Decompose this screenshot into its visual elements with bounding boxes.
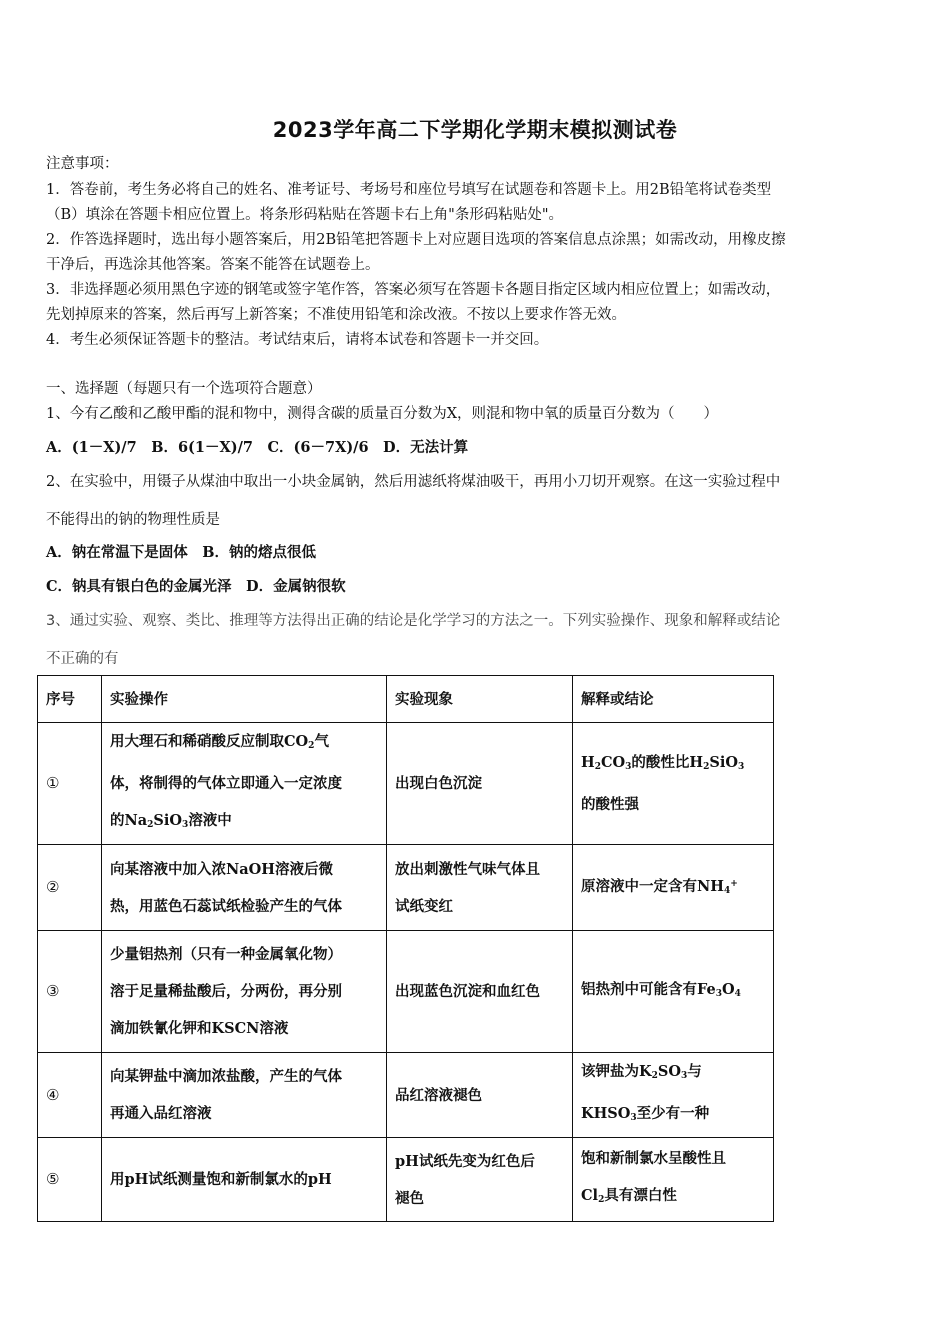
phenomenon-cell: 出现白色沉淀 (387, 723, 573, 845)
table-row (38, 723, 774, 845)
header-cell: 实验现象 (387, 676, 573, 723)
question-2-options: A．钠在常温下是固体 B．钠的熔点很低 (46, 544, 317, 561)
phenomenon-cell: 品红溶液褪色 (387, 1053, 573, 1138)
page-title: 2023学年高二下学期化学期末模拟测试卷 (272, 118, 678, 142)
phenomenon-cell: 放出刺激性气味气体且 试纸变红 (387, 845, 573, 931)
notice-line: 4．考生必须保证答题卡的整洁。考试结束后，请将本试卷和答题卡一并交回。 (46, 332, 549, 348)
row-number: ② (38, 845, 102, 931)
question-1-stem: 1、今有乙酸和乙酸甲酯的混和物中，测得含碳的质量百分数为X，则混和物中氧的质量百分数为（ ） (46, 406, 719, 422)
header-cell: 序号 (38, 676, 102, 723)
table-row (38, 931, 774, 1053)
conclusion-cell: 该钾盐为$K_2SO_3$与 $KHSO_3$至少有一种 (573, 1053, 774, 1138)
operation-cell: 少量铝热剂（只有一种金属氧化物） 溶于足量稀盐酸后，分两份，再分别 滴加铁氰化钾和KSCN溶液 (102, 931, 387, 1053)
row-number: ⑤ (38, 1138, 102, 1222)
notice-line: 2．作答选择题时，选出每小题答案后，用2B铅笔把答题卡上对应题目选项的答案信息点涂黑；如需改动，用橡皮擦 (46, 232, 786, 248)
question-2-stem: 不能得出的钠的物理性质是 (46, 512, 220, 528)
table-header-row (38, 676, 774, 723)
question-3-stem: 3、通过实验、观察、类比、推理等方法得出正确的结论是化学学习的方法之一。下列实验操作、现象和解释或结论 (46, 613, 781, 629)
question-2-options: C．钠具有银白色的金属光泽 D．金属钠很软 (46, 578, 346, 595)
conclusion-cell: 原溶液中一定含有$NH_4^+$ (573, 845, 774, 931)
notice-line: 先划掉原来的答案，然后再写上新答案；不准使用铅笔和涂改液。不按以上要求作答无效。 (46, 307, 626, 323)
operation-cell: 用pH试纸测量饱和新制氯水的pH (102, 1138, 387, 1222)
table-row (38, 845, 774, 931)
notice-heading: 注意事项： (46, 156, 119, 172)
question-1-options: A．(1－X)/7 B．6(1－X)/7 C．(6－7X)/6 D．无法计算 (46, 439, 469, 456)
row-number: ① (38, 723, 102, 845)
operation-cell: 向某溶液中加入浓NaOH溶液后微 热，用蓝色石蕊试纸检验产生的气体 (102, 845, 387, 931)
header-cell: 实验操作 (102, 676, 387, 723)
operation-cell: 向某钾盐中滴加浓盐酸，产生的气体 再通入品红溶液 (102, 1053, 387, 1138)
question-3-stem: 不正确的有 (46, 651, 119, 667)
question-2-stem: 2、在实验中，用镊子从煤油中取出一小块金属钠，然后用滤纸将煤油吸干，再用小刀切开观察。在这一实验过程中 (46, 474, 781, 490)
row-number: ④ (38, 1053, 102, 1138)
operation-cell: 用大理石和稀硝酸反应制取$CO_2$气 体，将制得的气体立即通入一定浓度 的$Na_2SiO_3$溶液中 (102, 723, 387, 845)
conclusion-cell: 铝热剂中可能含有$Fe_3O_4$ (573, 931, 774, 1053)
notice-line: 1．答卷前，考生务必将自己的姓名、准考证号、考场号和座位号填写在试题卷和答题卡上。用2B铅笔将试卷类型 (46, 182, 772, 198)
notice-line: 干净后，再选涂其他答案。答案不能答在试题卷上。 (46, 257, 380, 273)
header-cell: 解释或结论 (573, 676, 774, 723)
table-row (38, 1138, 774, 1222)
conclusion-cell: $H_2CO_3$的酸性比$H_2SiO_3$ 的酸性强 (573, 723, 774, 845)
section-title: 一、选择题（每题只有一个选项符合题意） (46, 381, 322, 397)
experiment-table (37, 675, 774, 1222)
conclusion-cell: 饱和新制氯水呈酸性且 $Cl_2$具有漂白性 (573, 1138, 774, 1222)
phenomenon-cell: pH试纸先变为红色后 褪色 (387, 1138, 573, 1222)
row-number: ③ (38, 931, 102, 1053)
notice-line: （B）填涂在答题卡相应位置上。将条形码粘贴在答题卡右上角"条形码粘贴处"。 (46, 207, 563, 223)
phenomenon-cell: 出现蓝色沉淀和血红色 (387, 931, 573, 1053)
notice-line: 3．非选择题必须用黑色字迹的钢笔或签字笔作答，答案必须写在答题卡各题目指定区域内相应位置上；如需改动， (46, 282, 781, 298)
table-row (38, 1053, 774, 1138)
